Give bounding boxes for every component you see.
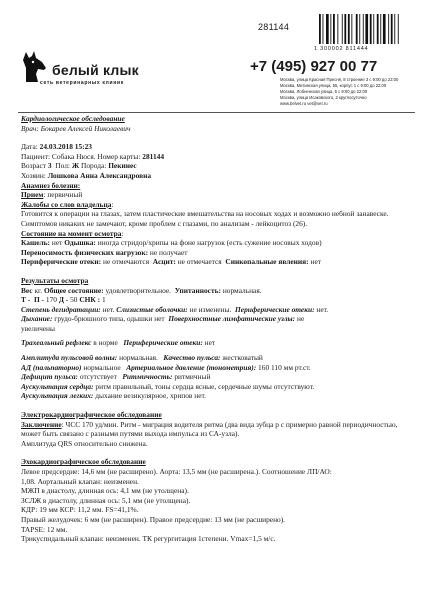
exam-title: Кардиологическое обследование bbox=[21, 114, 125, 123]
clinic-address: Москва, улица Красная Пресня, 8 строение 3 с 9:00 до 22:00 bbox=[280, 77, 399, 82]
patient-line: Пациент: Собака Нюся. Номер карты: 281144 bbox=[21, 151, 165, 161]
doctor-line: Врач: Бокарев Алексей Николаевич bbox=[21, 123, 131, 133]
cough-dyspnea-line: Кашель: нет Одышка: иногда стридор/хрипы на фоне нагрузок (есть сужение носовых ходов) bbox=[21, 238, 322, 248]
ecg-conclusion: Заключение: ЧСС 170 уд/мин. Ритм - миграция водителя ритма (два вида зубца р с примерно равной периодичностью, может быть связано с разными путями выхода импульса из СА-узла). bbox=[21, 419, 398, 439]
ecg-qrs: Амплитуда QRS относительно снижена. bbox=[21, 438, 148, 448]
white-fang-dog-logo-icon bbox=[20, 48, 50, 84]
weight-general-line: Вес кг. Общее состояние: удовлетворительное. Упитанность: нормальная. bbox=[21, 285, 262, 295]
heart-auscultation-line: Аускультация сердца: ритм правильный, тоны сердца ясные, сердечные шумы отсутствуют. bbox=[21, 381, 315, 391]
date-line: Дата: 24.03.2018 15:23 bbox=[21, 142, 93, 152]
edema-ascites-syncope-line: Периферические отеки: не отмечаются Асцит: не отмечается Синкопальные явления: нет bbox=[21, 257, 321, 267]
echo-line: КДР: 19 мм КСР: 11,2 мм. FS=41,1%. bbox=[21, 505, 139, 515]
echo-line: Трикуспидальный клапан: неизменен. ТК регургитация 1степени. Vmax=1,5 м/с. bbox=[21, 534, 276, 544]
vitals-line: Т - П - 170 Д - 50 СНК : 1 bbox=[21, 295, 106, 305]
tolerance-line: Переносимость физических нагрузок: не получает bbox=[21, 247, 188, 257]
clinic-website: www.belvet.ru vet@vet.ru bbox=[280, 101, 328, 106]
card-number: 281144 bbox=[258, 22, 290, 32]
tracheal-line: Трахеальный рефлекс в норме Периферические отеки: нет bbox=[21, 338, 216, 348]
visit-line: Прием: первичный bbox=[21, 190, 83, 200]
echo-line: 1,08. Аортальный клапан: неизменен. bbox=[21, 476, 139, 486]
echo-line: ЗСЛЖ в диастолу, длинная ось: 5,1 мм (не утолщена). bbox=[21, 495, 191, 505]
symptoms-text: Симптомов никаких не замечают, кроме проблем с глазами, по анализам - лейкоцитоз (26). bbox=[21, 218, 308, 228]
state-heading: Состояние на момент осмотра: bbox=[21, 228, 124, 238]
anamnesis-heading: Анамнез болезни: bbox=[21, 180, 81, 190]
dehydration-mucosa-line: Степень дегидратации: нет. Слизистые оболочки: не изменены. Периферические отеки: нет. bbox=[21, 304, 329, 314]
echo-line: TAPSE: 12 мм. bbox=[21, 524, 68, 534]
complaints-heading: Жалобы со слов владельца: bbox=[21, 199, 114, 209]
lymph-continuation: увеличены bbox=[21, 323, 55, 333]
breathing-lymph-line: Дыхание: грудо-брюшного типа, одышки нет Поверхностные лимфатические узлы: не bbox=[21, 314, 305, 324]
barcode-number: 1 300002 811444 bbox=[314, 46, 369, 52]
report-body bbox=[21, 114, 416, 544]
clinic-address: Москва, Лобненская улица, 5 с 9:00 до 22:00 bbox=[280, 89, 368, 94]
pulse-amplitude-line: Амплитуда пульсовой волны: нормальная. Качество пульса: жестковатый bbox=[21, 353, 263, 363]
age-sex-breed-line: Возраст 3 Пол: Ж Порода: Пекинес bbox=[21, 161, 137, 171]
clinic-address: Москва, Митинская улица, 55, корпус 1 с 9:00 до 22:00 bbox=[280, 83, 387, 88]
clinic-address: Москва, улица Исаковского, 2 круглосуточно bbox=[280, 95, 367, 100]
blood-pressure-line: АД (пальпаторно) нормальное Артериальное давление (тонометрия): 160 110 мм рт.ст. bbox=[21, 362, 311, 372]
echo-heading: Эхокардиографическое обследование bbox=[21, 457, 146, 467]
owner-line: Хозяин: Лошкова Анна Александровна bbox=[21, 170, 152, 180]
lung-auscultation-line: Аускультация легких: дыхание везикулярное, хрипов нет. bbox=[21, 391, 207, 401]
header-divider bbox=[18, 112, 415, 113]
ecg-heading: Электрокардиографическое обследование bbox=[21, 410, 162, 420]
brand-name: белый клык bbox=[52, 62, 139, 78]
clinic-phone: +7 (495) 927 00 77 bbox=[250, 58, 378, 75]
barcode bbox=[318, 14, 416, 44]
results-heading: Результаты осмотра bbox=[21, 275, 89, 285]
pulse-deficit-line: Дефицит пульса: отсутствует Ритмичность: ритмичный bbox=[21, 372, 211, 382]
brand-subtitle: сеть ветеринарных клиник bbox=[40, 80, 125, 86]
complaints-text: Готовится к операции на глазах, затем пластические вмешательства на носовых ходах и возможно небной занавеске. bbox=[21, 209, 389, 219]
echo-line: МЖП в диастолу, длинная ось: 4,1 мм (не утолщена). bbox=[21, 486, 189, 496]
echo-line: Правый желудочек: 6 мм (не расширен). Правое предсердие: 13 мм (не расширено). bbox=[21, 514, 286, 524]
echo-line: Левое предсердие: 14,6 мм (не расширено). Аорта: 13,5 мм (не расширена.). Соотношение ЛП/АО: bbox=[21, 467, 332, 476]
